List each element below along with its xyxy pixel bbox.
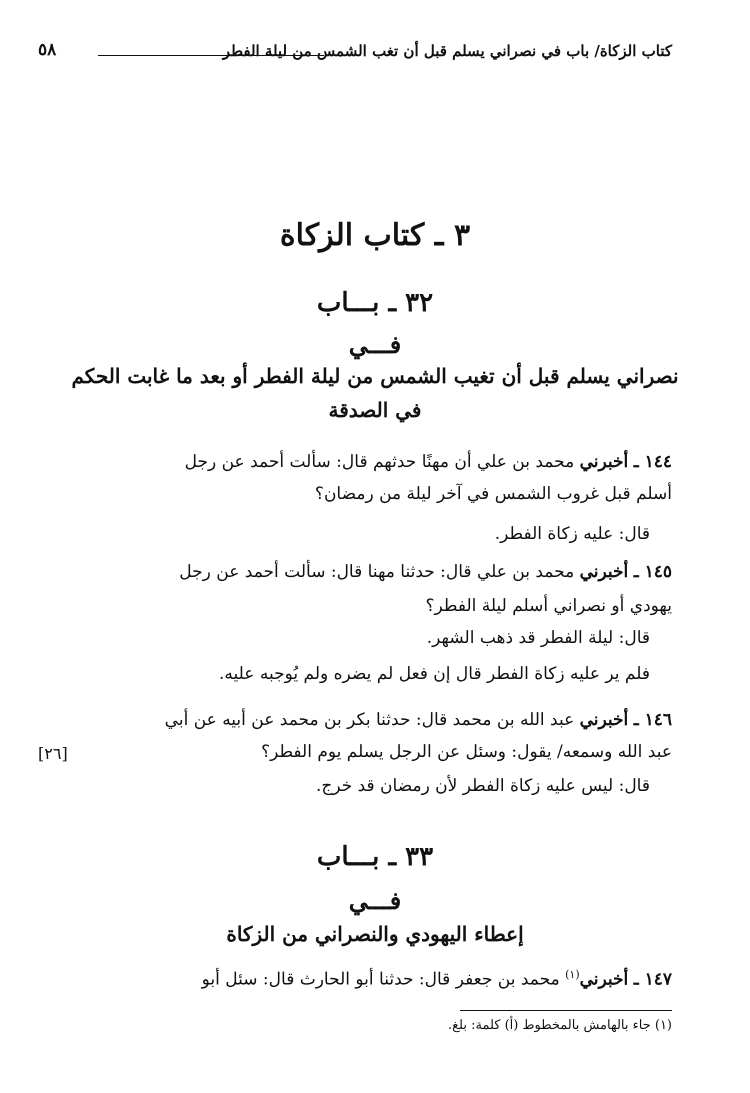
- hadith-144-number: ١٤٤ ـ: [633, 452, 672, 472]
- manuscript-page-ref: [٢٦]: [38, 744, 68, 763]
- hadith-147-akhbarani: أخبرني: [579, 969, 629, 990]
- chapter-32-fi: فـــي: [348, 330, 402, 359]
- page-number: ٥٨: [38, 40, 57, 60]
- header-title: كتاب الزكاة/ باب في نصراني يسلم قبل أن تغب الشمس من ليلة الفطر: [222, 42, 672, 60]
- hadith-145-answer1: قال: ليلة الفطر قد ذهب الشهر.: [426, 628, 650, 648]
- hadith-146-number: ١٤٦ ـ: [633, 710, 672, 730]
- hadith-146-line1: [165, 710, 672, 730]
- footnote-marker: (١): [565, 968, 580, 981]
- hadith-145-line2: يهودي أو نصراني أسلم ليلة الفطر؟: [425, 596, 672, 616]
- hadith-144-line2: أسلم قبل غروب الشمس في آخر ليلة من رمضان؟: [314, 484, 672, 504]
- running-header: [38, 40, 672, 70]
- chapter-32-heading-line1: نصراني يسلم قبل أن تغيب الشمس من ليلة الفطر أو بعد ما غابت الحكم: [71, 364, 679, 388]
- hadith-147-line1: [202, 968, 672, 990]
- hadith-147-number: ١٤٧ ـ: [633, 969, 672, 990]
- hadith-145-line1: [179, 562, 672, 582]
- hadith-146-line1-text: عبد الله بن محمد قال: حدثنا بكر بن محمد عن أبيه عن أبي: [164, 710, 575, 730]
- header-rule: [98, 55, 324, 56]
- chapter-32-bab: ٣٢ ـ بـــاب: [316, 288, 434, 318]
- footnote-rule: [460, 1010, 672, 1011]
- hadith-145-answer2: فلم ير عليه زكاة الفطر قال إن فعل لم يضره ولم يُوجبه عليه.: [219, 664, 650, 684]
- hadith-145-number: ١٤٥ ـ: [633, 562, 672, 582]
- hadith-146-line2: عبد الله وسمعه/ يقول: وسئل عن الرجل يسلم يوم الفطر؟: [261, 742, 672, 762]
- chapter-32-heading-line2: في الصدقة: [328, 398, 422, 422]
- hadith-145-line1-text: محمد بن علي قال: حدثنا مهنا قال: سألت أحمد عن رجل: [179, 562, 575, 582]
- hadith-147-line1-text: محمد بن جعفر قال: حدثنا أبو الحارث قال: سئل أبو: [201, 969, 560, 990]
- chapter-33-bab: ٣٣ ـ بـــاب: [316, 842, 434, 872]
- footnote: (١) جاء بالهامش بالمخطوط (أ) كلمة: بلغ.: [447, 1018, 672, 1033]
- hadith-145-akhbarani: أخبرني: [579, 562, 629, 582]
- hadith-144-line1: [185, 452, 672, 472]
- hadith-144-akhbarani: أخبرني: [579, 452, 629, 472]
- chapter-33-fi: فـــي: [348, 886, 402, 915]
- hadith-144-answer: قال: عليه زكاة الفطر.: [494, 524, 650, 544]
- hadith-146-akhbarani: أخبرني: [579, 710, 629, 730]
- hadith-146-answer: قال: ليس عليه زكاة الفطر لأن رمضان قد خرج.: [315, 776, 650, 796]
- book-title: ٣ ـ كتاب الزكاة: [279, 218, 471, 253]
- chapter-33-heading: إعطاء اليهودي والنصراني من الزكاة: [226, 922, 524, 946]
- hadith-144-line1-text: محمد بن علي أن مهنًا حدثهم قال: سألت أحمد عن رجل: [184, 452, 575, 472]
